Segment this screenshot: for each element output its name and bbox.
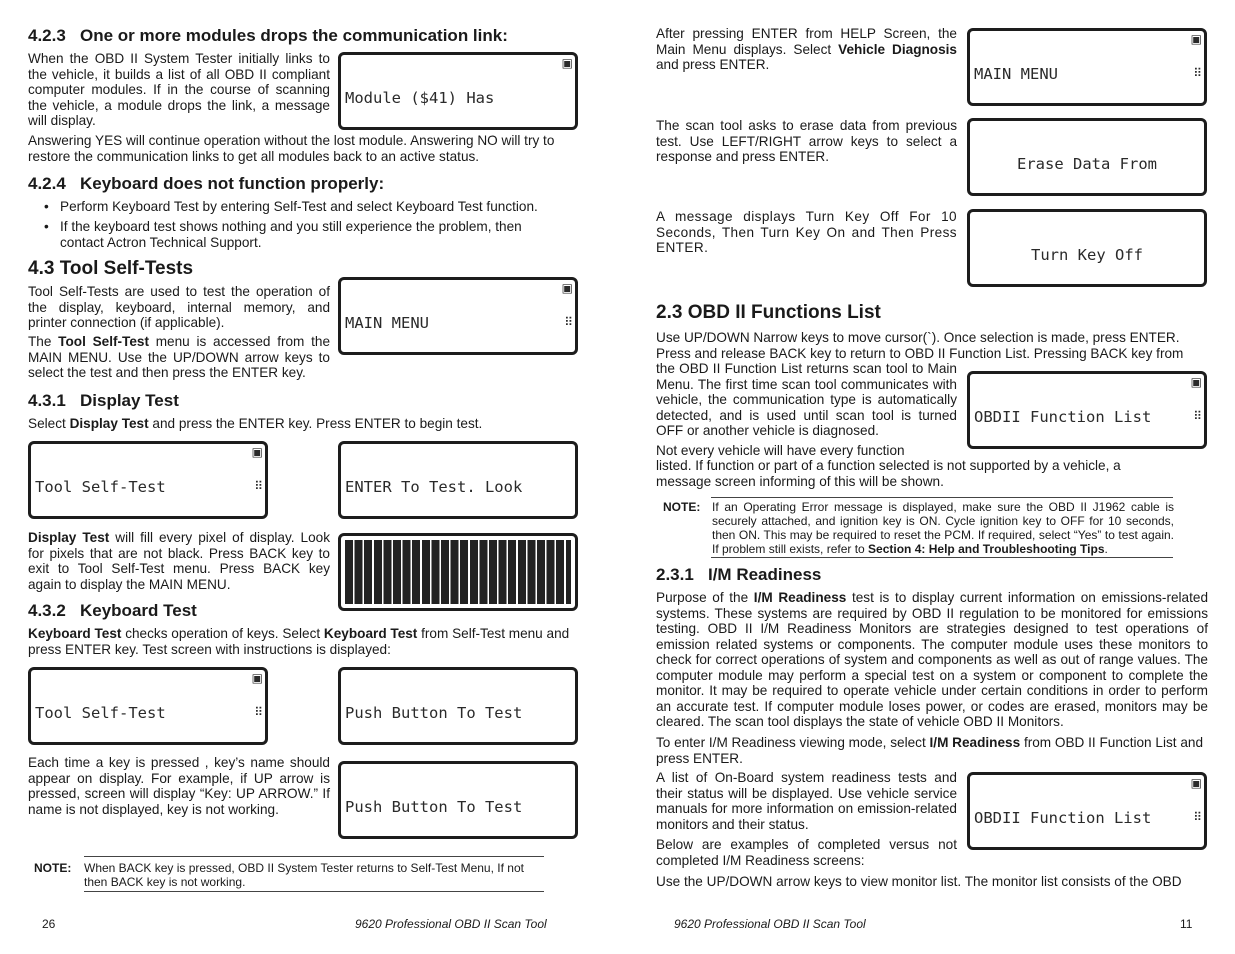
paragraph: A list of On-Board system readiness tests and their status will be displayed. Use vehicle service manuals for more information on emission-related monitors and their status. xyxy=(656,770,957,832)
paragraph: Answering YES will continue operation without the lost module. Answering NO will try to restore the communication links to get all modules back to an active status. xyxy=(28,133,555,164)
document-icon: ▣ xyxy=(1190,32,1202,46)
section-4-3-2-heading xyxy=(28,601,197,621)
section-title: I/M Readiness xyxy=(707,565,822,584)
paragraph: A message displays Turn Key Off For 10 Seconds, Then Turn Key On and Then Press ENTER. xyxy=(656,209,957,255)
page-number: 11 xyxy=(1180,917,1193,931)
bold-text: Keyboard Test xyxy=(323,626,418,641)
lcd-main-menu xyxy=(338,277,578,355)
lcd-all-pixels-on xyxy=(338,533,578,611)
lcd-filled-pixels xyxy=(345,540,571,604)
lcd-line: Erase Data From xyxy=(1017,154,1157,173)
lcd-line: MAIN MENU xyxy=(974,64,1058,83)
section-number: 4.2.4 xyxy=(28,174,66,193)
section-number: 2.3.1 xyxy=(656,565,694,584)
text: To enter I/M Readiness viewing mode, select xyxy=(656,735,930,750)
lcd-line: Module ($41) Has xyxy=(345,88,495,107)
paragraph: Use the UP/DOWN arrow keys to view monitor list. The monitor list consists of the OBD xyxy=(656,874,1182,889)
paragraph: Tool Self-Tests are used to test the operation of the display, keyboard, internal memory, and printer connection (if applicable). xyxy=(28,284,330,330)
scroll-icon: ⠿ xyxy=(254,705,263,719)
paragraph: Below are examples of completed versus not completed I/M Readiness screens: xyxy=(656,837,957,868)
bullet-icon: • xyxy=(44,219,49,234)
document-icon: ▣ xyxy=(1190,375,1202,389)
section-title: Keyboard Test xyxy=(79,601,197,620)
lcd-line: MAIN MENU xyxy=(345,313,429,332)
bold-text: Vehicle Diagnosis xyxy=(838,41,957,57)
lcd-keyboard-test-up-arrow xyxy=(338,761,578,839)
text: from Self-Test menu and press ENTER key. Test screen with instructions is displayed: xyxy=(28,626,570,657)
text: The xyxy=(28,334,59,349)
scroll-icon: ⠿ xyxy=(1193,810,1202,824)
lcd-line: OBDII Function List xyxy=(974,808,1152,827)
lcd-line: Tool Self-Test xyxy=(35,477,166,496)
bold-text: Display Test xyxy=(69,416,149,431)
text: test is to display current information on emissions-related systems. These systems are required by OBD II regulation to be monitored for emissions testing. OBD II I/M Readiness Monitors are strategies designed to test operations of emission related systems or components. The computer module uses these monitors to check for correct operations of system and components as well as out of range values. The computer module may perform a special test on a system or component to complete the monitor. It may be required to operate vehicle under certain conditions in order to perform an accurate test. If computer module loses power, or codes are erased, monitors may be cleared. The scan tool displays the state of vehicle OBD II Monitors. xyxy=(656,590,1209,729)
lcd-line: OBDII Function List xyxy=(974,407,1152,426)
page-footer: 9620 Professional OBD II Scan Tool xyxy=(355,917,547,931)
text: After pressing ENTER from HELP Screen, the Main Menu displays. Select xyxy=(656,26,957,57)
note-text: When BACK key is pressed, OBD II System Tester returns to Self-Test Menu, If not then BACK key is not working. xyxy=(84,861,524,889)
lcd-line: ENTER To Test. Look xyxy=(345,477,523,496)
lcd-self-test-keyboard xyxy=(28,667,268,745)
note-label: NOTE: xyxy=(34,861,72,875)
document-icon: ▣ xyxy=(561,56,573,70)
page-number: 26 xyxy=(42,917,56,931)
scroll-icon: ⠿ xyxy=(1193,409,1202,423)
bold-text: I/M Readiness xyxy=(753,590,847,605)
document-icon: ▣ xyxy=(561,281,573,295)
lcd-keyboard-test-blank xyxy=(338,667,578,745)
lcd-obd-function-list xyxy=(967,371,1207,449)
paragraph xyxy=(28,416,580,432)
section-number: 4.2.3 xyxy=(28,26,66,45)
lcd-obd-function-list-2 xyxy=(967,772,1207,850)
note-rule-top xyxy=(84,856,544,857)
bold-text: Keyboard Test xyxy=(28,626,122,641)
section-number: 4.3.2 xyxy=(28,601,66,620)
scroll-icon: ⠿ xyxy=(1193,66,1202,80)
paragraph: When the OBD II System Tester initially links to the vehicle, it builds a list of all OBD II compliant computer modules. If in the course of scanning the vehicle, a module drops the link, a message will display. xyxy=(28,51,330,128)
note-rule-bottom xyxy=(84,891,544,892)
scroll-icon: ⠿ xyxy=(564,315,573,329)
bold-text: Tool Self-Test xyxy=(58,334,149,349)
lcd-erase-data xyxy=(967,118,1207,196)
bullet-item: Perform Keyboard Test by entering Self-Test and select Keyboard Test function. xyxy=(60,199,538,214)
bullet-icon: • xyxy=(44,199,49,214)
section-title: One or more modules drops the communication link: xyxy=(79,26,508,45)
note-text xyxy=(712,500,1174,556)
lcd-line: Tool Self-Test xyxy=(35,703,166,722)
bold-text: Section 4: Help and Troubleshooting Tips xyxy=(868,542,1105,556)
text: menu is accessed from the MAIN MENU. Use the UP/DOWN arrow keys to select the test and then press the ENTER key. xyxy=(28,334,331,380)
text: and press ENTER. xyxy=(656,57,770,72)
scroll-icon: ⠿ xyxy=(254,479,263,493)
section-title: Display Test xyxy=(79,391,179,410)
text: will fill every pixel of display. Look for pixels that are not black. Press BACK key to exit to Tool Self-Test menu. Press BACK key again to display the MAIN MENU. xyxy=(28,530,331,592)
text: . xyxy=(1104,542,1108,556)
lcd-main-menu-vehicle-diagnosis xyxy=(967,28,1207,106)
document-icon: ▣ xyxy=(1190,776,1202,790)
document-icon: ▣ xyxy=(251,671,263,685)
section-2-3-heading: 2.3 OBD II Functions List xyxy=(656,302,881,323)
lcd-line: Turn Key Off xyxy=(1031,245,1143,264)
bold-text: I/M Readiness xyxy=(929,735,1021,750)
paragraph xyxy=(28,334,330,381)
lcd-self-test-menu xyxy=(28,441,268,519)
lcd-display-test-instructions xyxy=(338,441,578,519)
lcd-turn-key-off xyxy=(967,209,1207,287)
section-4-3-1-heading xyxy=(28,391,179,411)
paragraph: the OBD II Function List returns scan tool to Main Menu. The first time scan tool communicates with vehicle, the communication type is automatically detected, and is used until scan tool is turned OFF or another vehicle is diagnosed. xyxy=(656,361,957,438)
paragraph xyxy=(656,735,1208,766)
section-title: Keyboard does not function properly: xyxy=(79,174,385,193)
paragraph: Use UP/DOWN Narrow keys to move cursor(`). Once selection is made, press ENTER. Press and release BACK key to return to OBD II Function List. Pressing BACK key from xyxy=(656,330,1184,361)
paragraph xyxy=(28,626,580,657)
section-2-3-1-heading xyxy=(656,565,821,585)
note-rule-top xyxy=(711,497,1173,498)
text: and press the ENTER key. Press ENTER to begin test. xyxy=(148,416,483,431)
page-footer: 9620 Professional OBD II Scan Tool xyxy=(674,917,866,931)
document-icon: ▣ xyxy=(251,445,263,459)
text: checks operation of keys. Select xyxy=(121,626,324,641)
paragraph xyxy=(656,26,957,73)
note-rule-bottom xyxy=(711,557,1173,558)
lcd-module-stopped xyxy=(338,52,578,130)
text: Purpose of the xyxy=(656,590,754,605)
lcd-line: Push Button To Test xyxy=(345,797,523,816)
bold-text: Display Test xyxy=(28,530,110,545)
paragraph: The scan tool asks to erase data from previous test. Use LEFT/RIGHT arrow keys to select a response and press ENTER. xyxy=(656,118,957,164)
bullet-item: If the keyboard test shows nothing and you still experience the problem, then contact Actron Technical Support. xyxy=(60,219,522,250)
section-4-2-3-heading xyxy=(28,26,508,46)
text: If an Operating Error message is displayed, make sure the OBD II J1962 cable is securely attached, and ignition key is ON. Cycle ignition key to OFF for 10 seconds, then ON. This may be required to reset the PCM. If required, select “Yes” to test again. If problem still exists, refer to xyxy=(712,500,1174,556)
section-4-3-heading: 4.3 Tool Self-Tests xyxy=(28,258,194,279)
text: from OBD II Function List and press ENTER. xyxy=(656,735,1204,766)
paragraph: listed. If function or part of a function selected is not supported by a vehicle, a message screen informing of this will be shown. xyxy=(656,458,1121,489)
section-number: 4.3.1 xyxy=(28,391,66,410)
paragraph: Not every vehicle will have every function xyxy=(656,443,905,458)
section-4-2-4-heading xyxy=(28,174,384,194)
text: Select xyxy=(28,416,70,431)
paragraph: Each time a key is pressed , key’s name should appear on display. For example, if UP arrow is pressed, screen will display “Key: UP ARROW.” If name is not displayed, key is not working. xyxy=(28,755,330,817)
lcd-line: Push Button To Test xyxy=(345,703,523,722)
paragraph xyxy=(656,590,1208,730)
note-label: NOTE: xyxy=(663,500,701,514)
paragraph xyxy=(28,530,330,592)
